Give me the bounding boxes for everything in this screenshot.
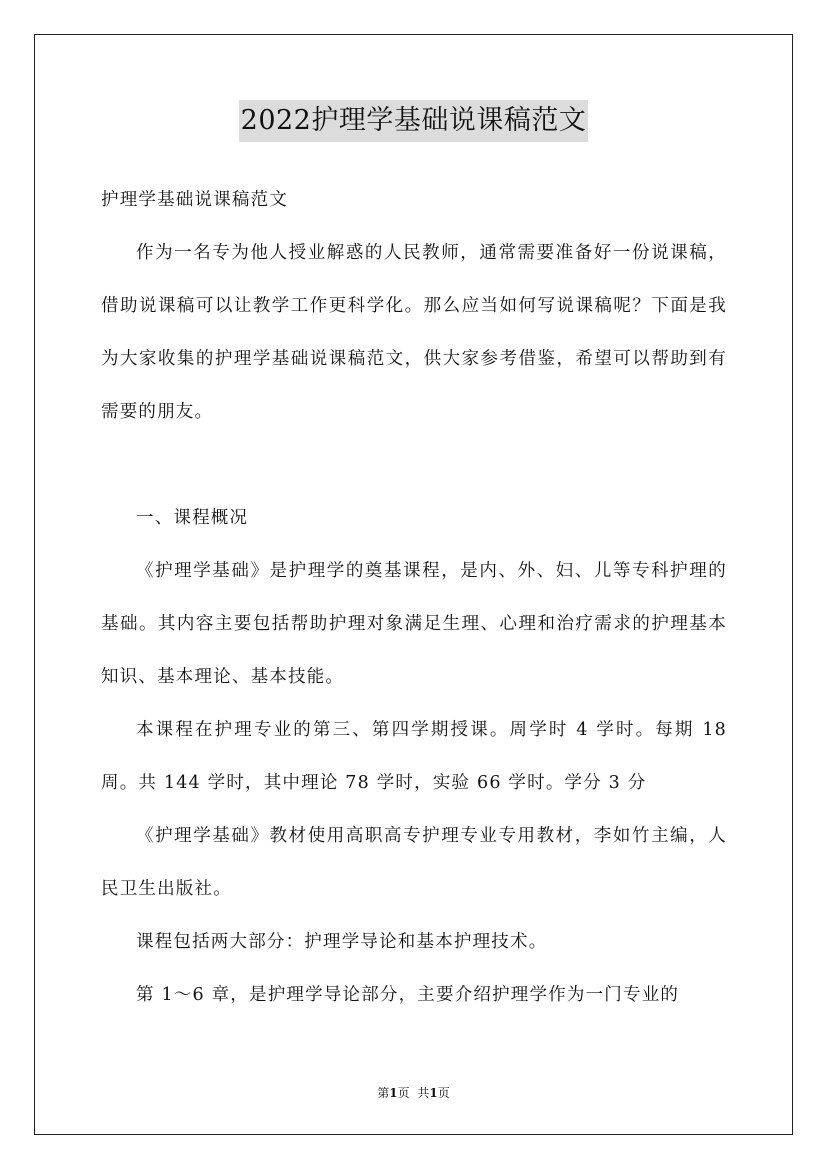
page-prefix: 第 bbox=[377, 1086, 390, 1100]
title-container bbox=[0, 100, 827, 142]
blank-line bbox=[101, 439, 727, 492]
chapters-paragraph: 第 1～6 章，是护理学导论部分，主要介绍护理学作为一门专业的 bbox=[136, 985, 680, 1005]
document-subtitle: 护理学基础说课稿范文 bbox=[101, 190, 288, 210]
section-heading: 一、课程概况 bbox=[136, 508, 249, 528]
page-number: 1 bbox=[389, 1086, 398, 1100]
total-pages: 1 bbox=[429, 1086, 438, 1100]
total-suffix: 页 bbox=[437, 1086, 450, 1100]
course-overview-paragraph: 《护理学基础》是护理学的奠基课程，是内、外、妇、儿等专科护理的基础。其内容主要包括帮助护理对象满足生理、心理和治疗需求的护理基本知识、基本理论、基本技能。 bbox=[101, 561, 727, 687]
schedule-paragraph: 本课程在护理专业的第三、第四学期授课。周学时 4 学时。每期 18 周。共 144 学时，其中理论 78 学时，实验 66 学时。学分 3 分 bbox=[101, 720, 727, 793]
textbook-paragraph: 《护理学基础》教材使用高职高专护理专业专用教材，李如竹主编，人民卫生出版社。 bbox=[101, 826, 727, 899]
page-footer bbox=[0, 1085, 827, 1101]
total-prefix: 共 bbox=[417, 1086, 430, 1100]
intro-paragraph: 作为一名专为他人授业解惑的人民教师，通常需要准备好一份说课稿，借助说课稿可以让教学工作更科学化。那么应当如何写说课稿呢？下面是我为大家收集的护理学基础说课稿范文，供大家参考借鉴，希望可以帮助到有需要的朋友。 bbox=[101, 243, 727, 422]
document-body bbox=[101, 174, 727, 1022]
page-suffix: 页 bbox=[397, 1086, 410, 1100]
document-title: 2022护理学基础说课稿范文 bbox=[239, 100, 589, 142]
course-parts-paragraph: 课程包括两大部分：护理学导论和基本护理技术。 bbox=[136, 932, 548, 952]
